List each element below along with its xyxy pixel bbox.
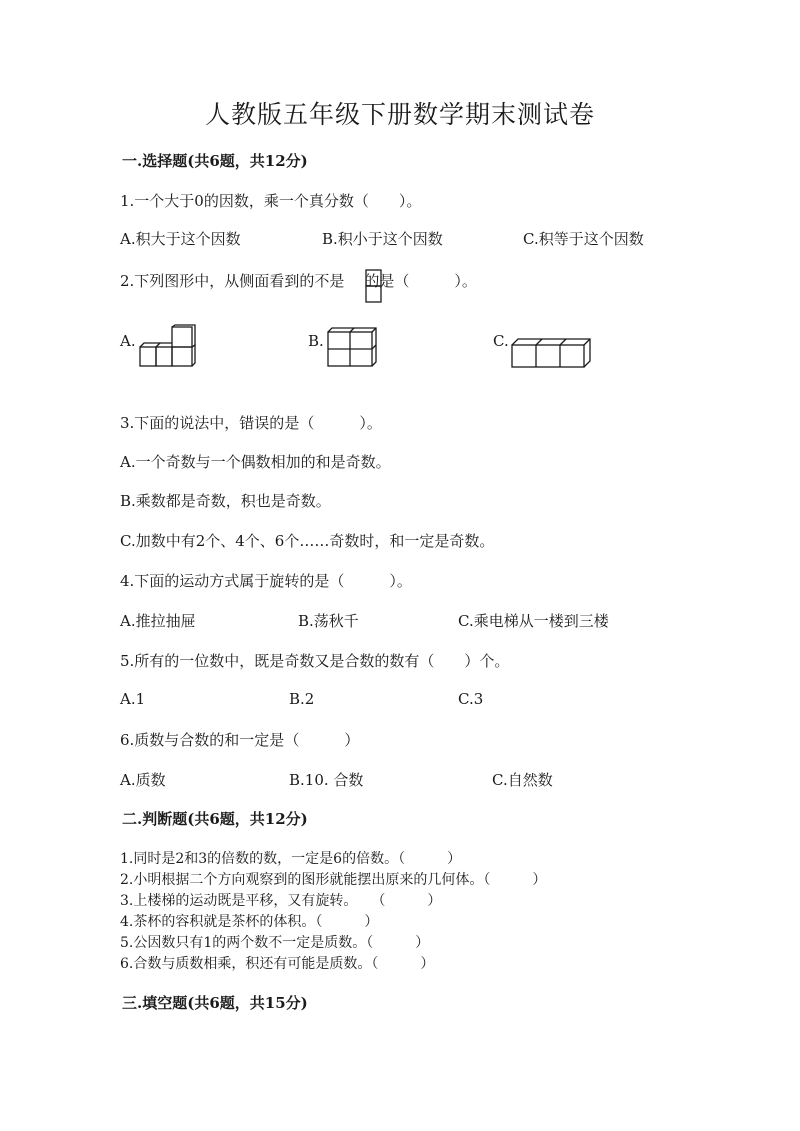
question-2 <box>120 270 477 291</box>
judge-item-4: 4.茶杯的容积就是茶杯的体积。（ ） <box>120 914 379 930</box>
q3-option-b: B.乘数都是奇数，积也是奇数。 <box>120 492 331 510</box>
section-fill-heading: 三.填空题(共6题，共15分) <box>122 994 308 1012</box>
q1-option-c: C.积等于这个因数 <box>523 230 644 248</box>
judge-item-6: 6.合数与质数相乘，积还有可能是质数。（ ） <box>120 956 435 972</box>
q2-text-after: 的是（ ）。 <box>364 272 477 290</box>
q4-option-c: C.乘电梯从一楼到三楼 <box>458 612 609 630</box>
q4-option-a: A.推拉抽屉 <box>120 612 196 630</box>
judge-item-5: 5.公因数只有1的两个数不一定是质数。（ ） <box>120 935 430 951</box>
page-title: 人教版五年级下册数学期末测试卷 <box>204 100 595 129</box>
q6-option-b: B.10. 合数 <box>289 771 364 789</box>
question-5: 5.所有的一位数中，既是奇数又是合数的数有（ ）个。 <box>120 652 510 670</box>
q2-text-before: 2.下列图形中，从侧面看到的不是 <box>120 272 345 290</box>
q1-option-b: B.积小于这个因数 <box>322 230 443 248</box>
l-shaped-cube-stack-icon <box>138 326 196 368</box>
judge-item-3: 3.上楼梯的运动既是平移，又有旋转。 （ ） <box>120 893 442 909</box>
three-cube-row-icon <box>510 337 592 369</box>
question-4: 4.下面的运动方式属于旋转的是（ ）。 <box>120 572 412 590</box>
q4-option-b: B.荡秋千 <box>298 612 359 630</box>
q1-option-a: A.积大于这个因数 <box>120 230 241 248</box>
q2-option-b-label: B. <box>308 332 324 350</box>
section-choice-heading: 一.选择题(共6题，共12分) <box>122 152 308 170</box>
question-6: 6.质数与合数的和一定是（ ） <box>120 731 360 749</box>
q3-option-a: A.一个奇数与一个偶数相加的和是奇数。 <box>120 453 391 471</box>
q5-option-b: B.2 <box>289 690 315 708</box>
section-judgement-heading: 二.判断题(共6题，共12分) <box>122 810 308 828</box>
two-stacked-squares-icon <box>365 269 383 305</box>
judge-item-2: 2.小明根据二个方向观察到的图形就能摆出原来的几何体。（ ） <box>120 872 547 888</box>
q2-option-a-label: A. <box>120 332 136 350</box>
two-by-two-cube-block-icon <box>326 326 380 368</box>
q3-option-c: C.加数中有2个、4个、6个……奇数时，和一定是奇数。 <box>120 532 495 550</box>
q6-option-a: A.质数 <box>120 771 166 789</box>
q6-option-c: C.自然数 <box>492 771 553 789</box>
q5-option-a: A.1 <box>120 690 146 708</box>
q2-option-c-label: C. <box>493 332 509 350</box>
question-3: 3.下面的说法中，错误的是（ ）。 <box>120 414 382 432</box>
q5-option-c: C.3 <box>458 690 484 708</box>
judge-item-1: 1.同时是2和3的倍数的数，一定是6的倍数。（ ） <box>120 851 462 867</box>
question-1: 1.一个大于0的因数，乘一个真分数（ ）。 <box>120 192 422 210</box>
